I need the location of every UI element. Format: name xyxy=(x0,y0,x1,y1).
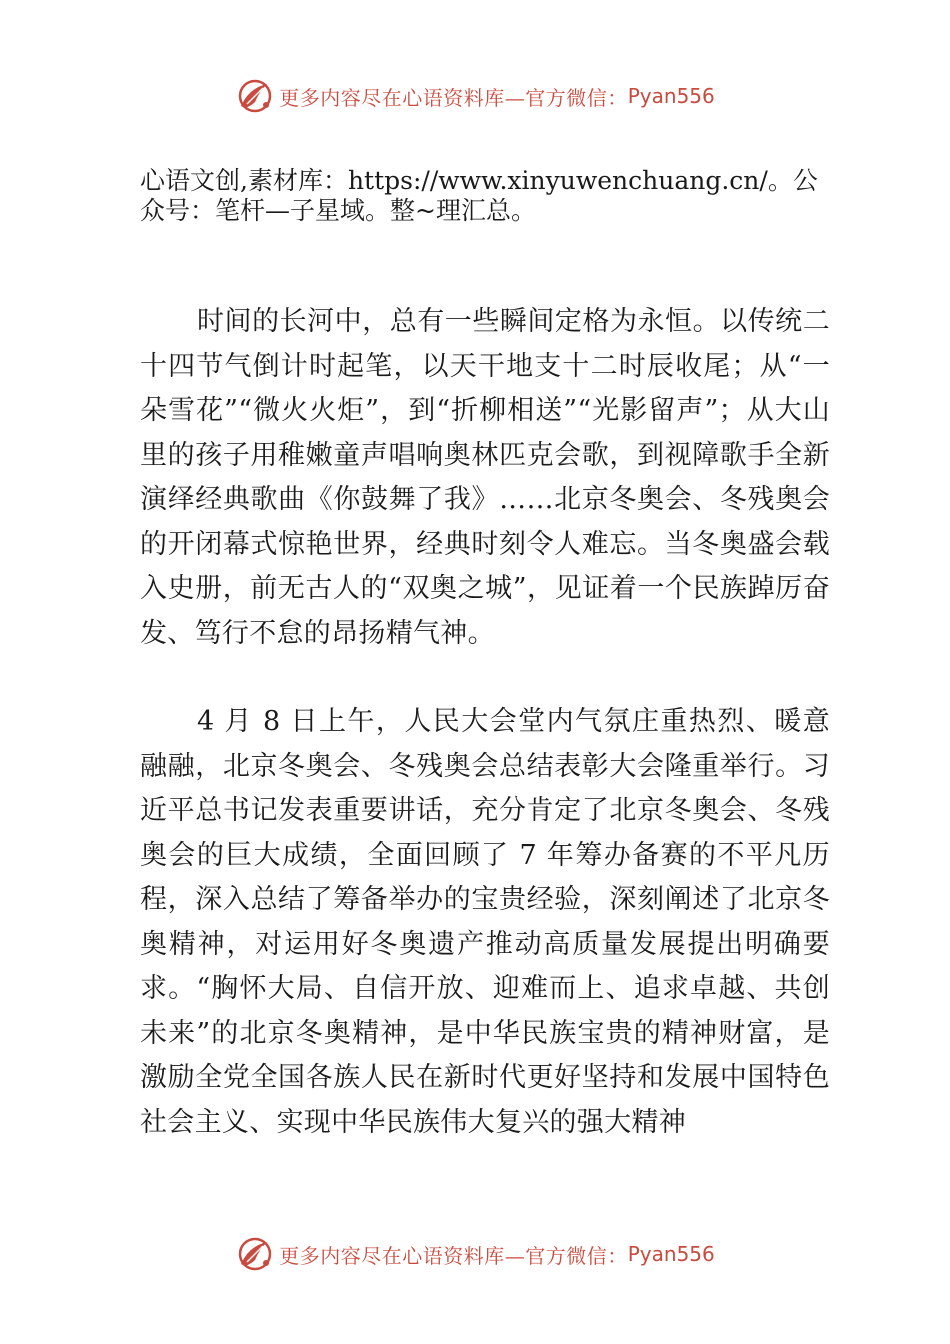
paragraph-1: 时间的长河中，总有一些瞬间定格为永恒。以传统二十四节气倒计时起笔，以天干地支十二时辰收尾；从“一朵雪花”“微火火炬”，到“折柳相送”“光影留声”；从大山里的孩子用稚嫩童声唱响奥林匹克会歌，到视障歌手全新演绎经典歌曲《你鼓舞了我》……北京冬奥会、冬残奥会的开闭幕式惊艳世界，经典时刻令人难忘。当冬奥盛会载入史册，前无古人的“双奥之城”，见证着一个民族踔厉奋发、笃行不怠的昂扬精气神。 xyxy=(140,306,830,649)
watermark-text: 更多内容尽在心语资料库—官方微信： xyxy=(279,85,628,110)
watermark-text: 更多内容尽在心语资料库—官方微信： xyxy=(279,1243,628,1268)
footer-watermark xyxy=(0,1232,950,1276)
watermark-logo-icon xyxy=(235,76,275,116)
source-note: 心语文创,素材库：https://www.xinyuwenchuang.cn/。公众号：笔杆—子星域。整~理汇总。 xyxy=(140,166,818,225)
header-watermark xyxy=(0,74,950,118)
paragraph-2: 4 月 8 日上午，人民大会堂内气氛庄重热烈、暖意融融，北京冬奥会、冬残奥会总结表彰大会隆重举行。习近平总书记发表重要讲话，充分肯定了北京冬奥会、冬残奥会的巨大成绩，全面回顾了 7 年筹办备赛的不平凡历程，深入总结了筹备举办的宝贵经验，深刻阐述了北京冬奥精神，对运用好冬奥遗产推动高质量发展提出明确要求。“胸怀大局、自信开放、迎难而上、追求卓越、共创未来”的北京冬奥精神，是中华民族宝贵的精神财富，是激励全党全国各族人民在新时代更好坚持和发展中国特色社会主义、实现中华民族伟大复兴的强大精神 xyxy=(140,706,830,1138)
document-body xyxy=(140,166,830,1145)
watermark-wechat-id: Pyan556 xyxy=(627,84,715,108)
watermark-logo-icon xyxy=(235,1234,275,1274)
watermark-wechat-id: Pyan556 xyxy=(627,1242,715,1266)
